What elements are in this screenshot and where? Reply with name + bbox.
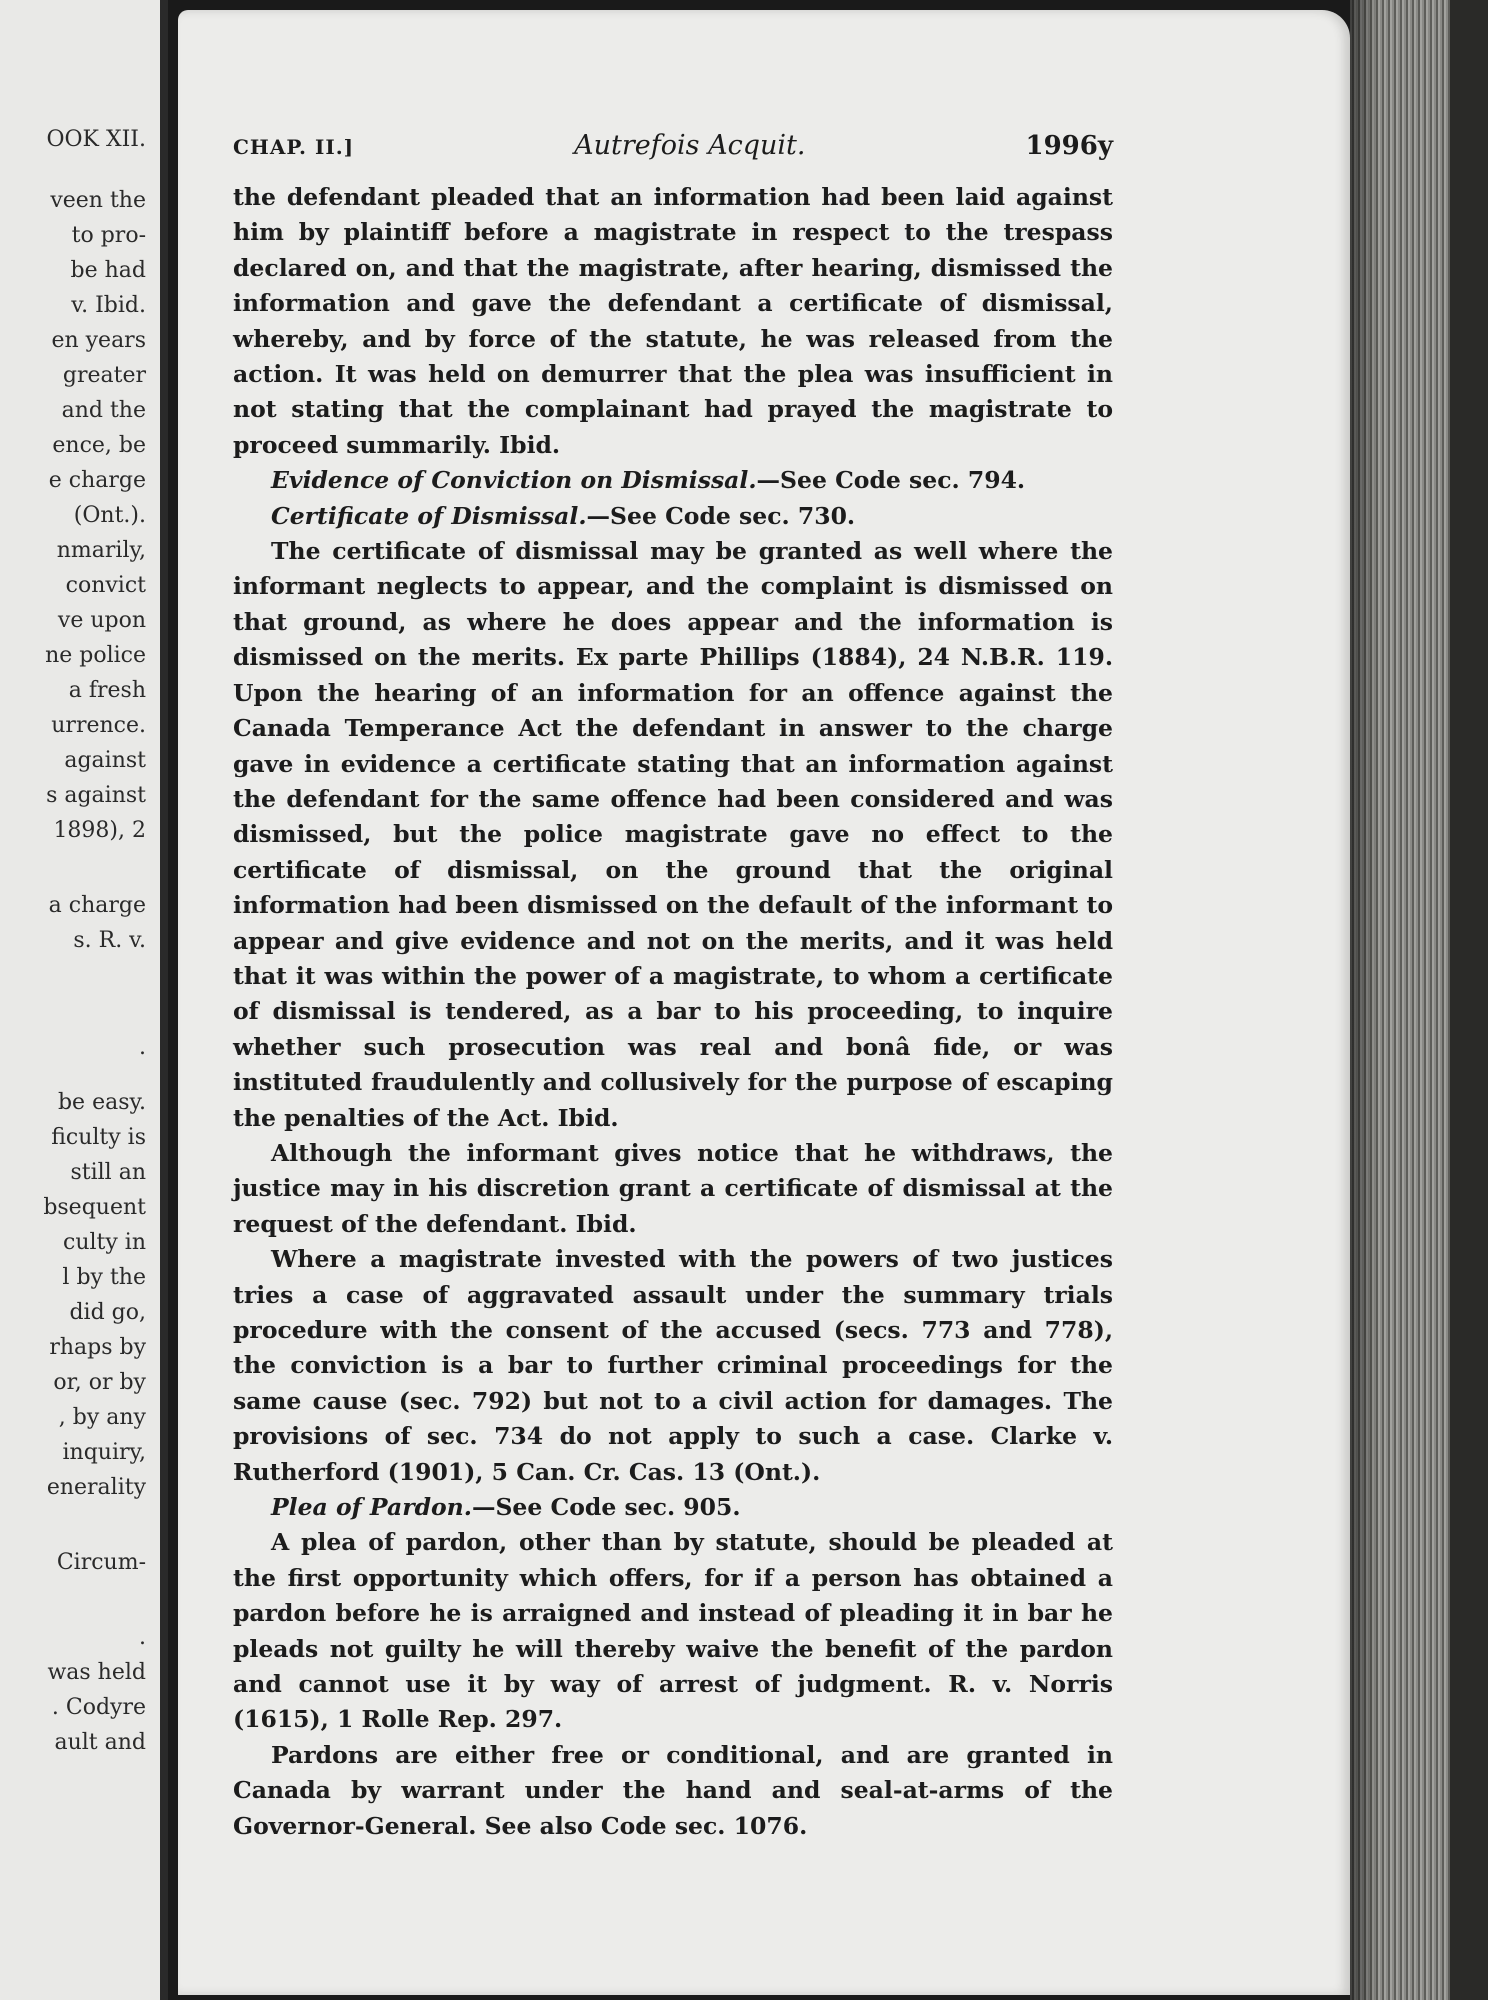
previous-page-line: to pro- (71, 223, 146, 248)
previous-page-line: against (64, 748, 146, 773)
previous-page-line: greater (62, 363, 146, 388)
heading-ref: —See Code sec. 730. (586, 501, 856, 530)
previous-page-line: . (139, 1625, 146, 1650)
previous-page-line: ve upon (57, 608, 146, 633)
heading-text: Plea of Pardon. (271, 1493, 472, 1522)
previous-page-line: convict (65, 573, 146, 598)
heading-ref: —See Code sec. 794. (756, 466, 1026, 495)
previous-page-line: was held (47, 1660, 146, 1685)
previous-page-line: or, or by (53, 1370, 146, 1395)
previous-page-line: a fresh (68, 678, 146, 703)
chapter-label: CHAP. II.] (233, 135, 355, 159)
book-page (178, 10, 1350, 1995)
previous-page-line: be had (70, 258, 146, 283)
paragraph-withdrawal: Although the informant gives notice that he withdraws, the justice may in his discretion grant a certificate of dismissal at the request of the defendant. Ibid. (233, 1138, 1113, 1238)
previous-page-line: culty in (63, 1230, 146, 1255)
paragraph-certificate-dismissal: The certificate of dismissal may be granted as well where the informant neglects to appear, and the complaint is dismissed on that ground, as where he does appear and the information is dismissed on the merits. Ex parte Phillips (1884), 24 N.B.R. 119. Upon the hearing of an information for an offence against the Canada Temperance Act the defendant in answer to the charge gave in evidence a certificate stating that an information against the defendant for the same offence had been considered and was dismissed, but the police magistrate gave no effect to the certificate of dismissal, on the ground that the original information had been dismissed on the default of the informant to appear and give evidence and not on the merits, and it was held that it was within the power of a magistrate, to whom a certificate of dismissal is tendered, as a bar to his proceeding, to inquire whether such prosecution was real and bonâ fide, or was instituted fraudulently and collusively for the purpose of escaping the penalties of the Act. Ibid. (233, 537, 1113, 1132)
page-number: 1996y (1025, 131, 1113, 161)
previous-page-line: still an (70, 1160, 146, 1185)
previous-page-line: ficulty is (51, 1125, 146, 1150)
previous-page-line: . Codyre (51, 1695, 146, 1720)
previous-page-line: v. Ibid. (71, 293, 146, 318)
page-body (233, 130, 1113, 1844)
running-header (233, 130, 1113, 174)
previous-page-line: ence, be (52, 433, 146, 458)
previous-page-line: s. R. v. (73, 928, 146, 953)
previous-page-line: bsequent (43, 1195, 146, 1220)
previous-page-line: 1898), 2 (53, 818, 146, 843)
section-heading-evidence (233, 463, 1113, 498)
previous-page-line: . (139, 1035, 146, 1060)
previous-page-line: enerality (46, 1475, 146, 1500)
paragraph-pardons: Pardons are either free or conditional, and are granted in Canada by warrant under the hand and seal-at-arms of the Governor-General. See also Code sec. 1076. (233, 1740, 1113, 1840)
previous-page-line: ne police (45, 643, 146, 668)
previous-page-line: OOK XII. (46, 127, 146, 152)
paragraph-plea-of-pardon: A plea of pardon, other than by statute, should be pleaded at the first opportunity which offers, for if a person has obtained a pardon before he is arraigned and instead of pleading it in bar he pleads not guilty he will thereby waive the benefit of the pardon and cannot use it by way of arrest of judgment. R. v. Norris (1615), 1 Rolle Rep. 297. (233, 1528, 1113, 1734)
previous-page-edge (0, 0, 168, 2000)
previous-page-line: nmarily, (56, 538, 146, 563)
previous-page-line: veen the (50, 188, 146, 213)
previous-page-line: Circum- (56, 1550, 146, 1575)
section-heading-pardon (233, 1490, 1113, 1525)
previous-page-line: a charge (48, 893, 146, 918)
previous-page-line: s against (46, 783, 146, 808)
page-gutter-shadow (1350, 0, 1380, 2000)
heading-ref: —See Code sec. 905. (471, 1493, 741, 1522)
heading-text: Evidence of Conviction on Dismissal. (271, 466, 757, 495)
heading-text: Certificate of Dismissal. (271, 501, 587, 530)
previous-page-line: l by the (62, 1265, 146, 1290)
section-heading-certificate (233, 499, 1113, 534)
previous-page-line: did go, (69, 1300, 146, 1325)
previous-page-line: and the (61, 398, 146, 423)
running-title: Autrefois Acquit. (574, 130, 806, 161)
previous-page-line: (Ont.). (73, 503, 146, 528)
previous-page-line: inquiry, (62, 1440, 146, 1465)
previous-page-line: e charge (48, 468, 146, 493)
previous-page-line: be easy. (57, 1090, 146, 1115)
previous-page-line: en years (51, 328, 146, 353)
previous-page-line: , by any (58, 1405, 146, 1430)
paragraph-1: the defendant pleaded that an information had been laid against him by plaintiff before a magistrate in respect to the trespass declared on, and that the magistrate, after hearing, dismissed the information and gave the defendant a certificate of dismissal, whereby, and by force of the statute, he was released from the action. It was held on demurrer that the plea was insufficient in not stating that the complainant had prayed the magistrate to proceed summarily. Ibid. (233, 183, 1113, 459)
book-cover-edge (1450, 0, 1488, 2000)
paragraph-magistrate: Where a magistrate invested with the powers of two justices tries a case of aggravated assault under the summary trials procedure with the consent of the accused (secs. 773 and 778), the conviction is a bar to further criminal proceedings for the same cause (sec. 792) but not to a civil action for damages. The provisions of sec. 734 do not apply to such a case. Clarke v. Rutherford (1901), 5 Can. Cr. Cas. 13 (Ont.). (233, 1245, 1113, 1486)
previous-page-line: urrence. (51, 713, 146, 738)
previous-page-line: ault and (54, 1730, 146, 1755)
previous-page-line: rhaps by (49, 1335, 146, 1360)
